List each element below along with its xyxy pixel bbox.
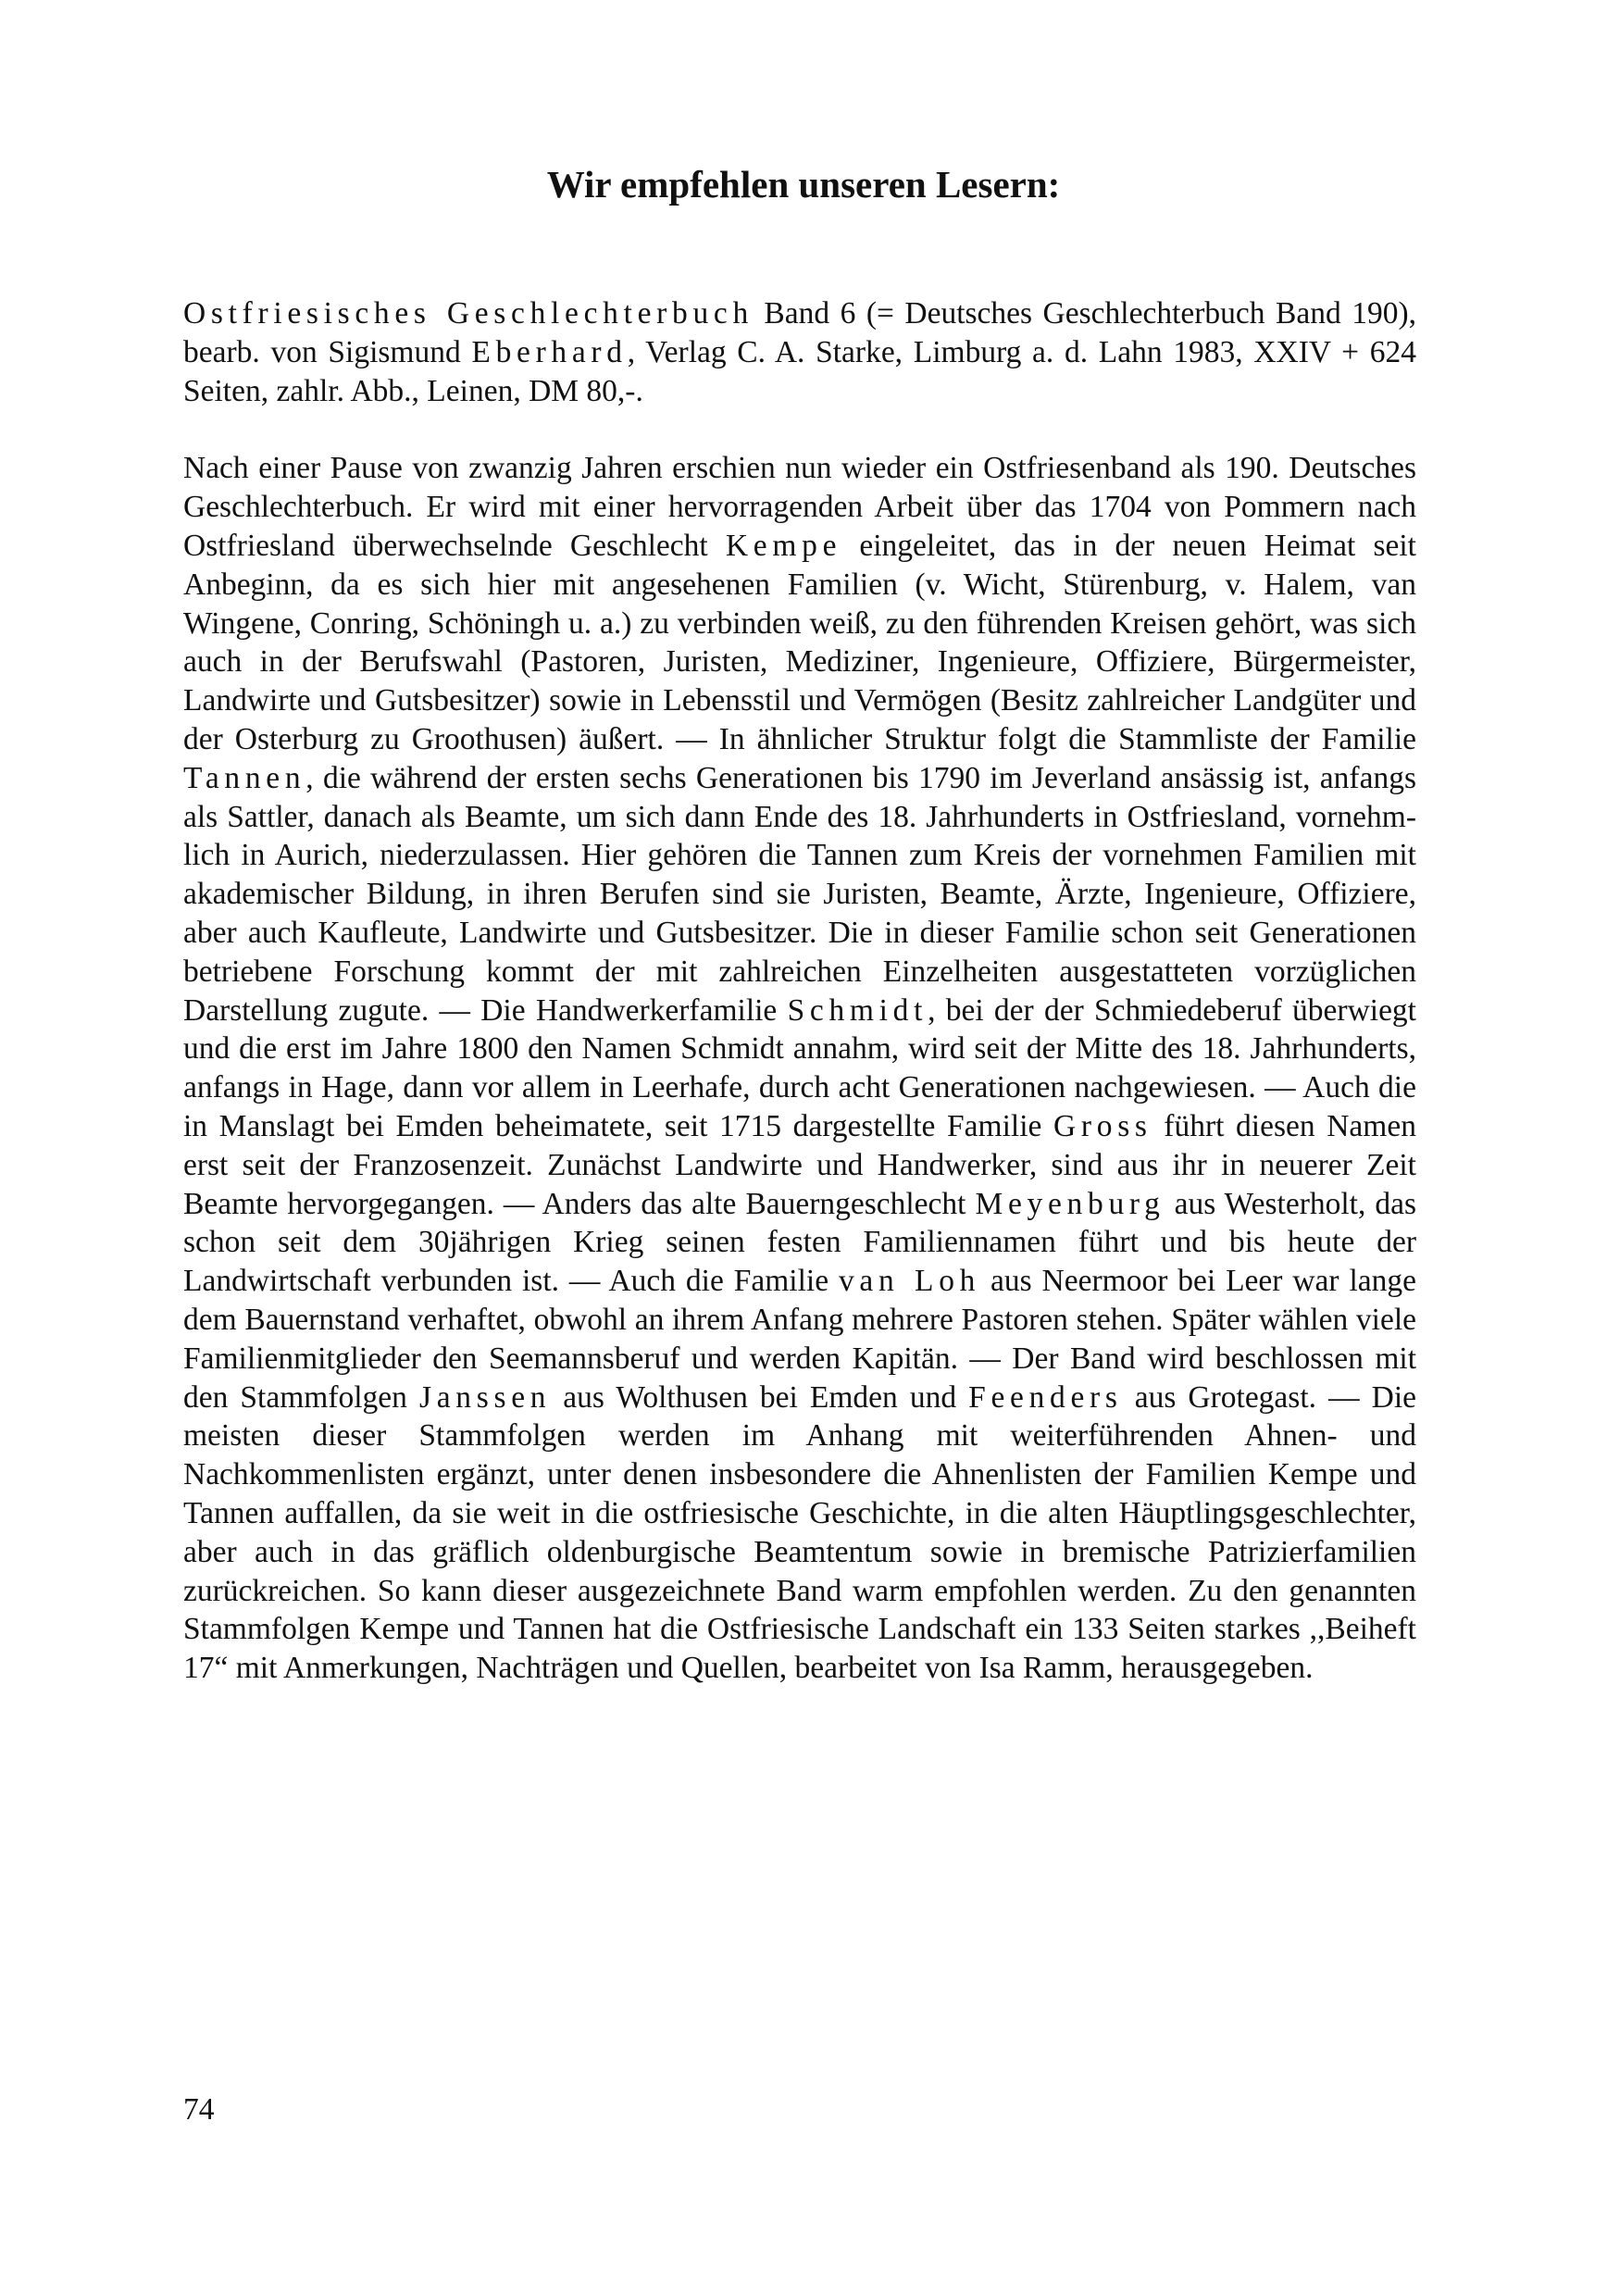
- family-name-feenders: Feenders: [968, 1379, 1123, 1415]
- review-text: führt diesen Namen erst seit der Franzosenzeit. Zunächst Landwirte und Handwerker, sind aus ihr in neuerer Zeit Beamte hervorgegangen. — Anders das alte Bauerngeschlecht: [183, 1108, 1416, 1221]
- review-text: eingeleitet, das in der neuen Heimat seit Anbeginn, da es sich hier mit angesehenen Familien (v. Wicht, Stürenburg, v. Halem, van Wingene, Conring, Schöningh u. a.) zu verbinden weiß, zu den führenden Kreisen gehört, was sich auch in der Berufswahl (Pastoren, Juristen, Mediziner, Ingenieure, Offiziere, Bürgermeister, Landwirte und Gutsbesitzer) sowie in Lebensstil und Vermögen (Besitz zahlreicher Landgüter und der Osterburg zu Groothusen) äußert. — In ähnlicher Struktur folgt die Stammliste der Familie: [183, 528, 1416, 756]
- family-name-tannen: Tannen: [183, 760, 306, 795]
- citation-text: , Verlag C. A. Starke, Limburg a. d. Lahn 1983, XXIV + 624 Seiten, zahlr. Abb., Leinen, DM 80,-.: [183, 334, 1416, 408]
- review-text: , bei der der Schmiedeberuf überwiegt und die erst im Jahre 1800 den Namen Schmidt annahm, wird seit der Mitte des 18. Jahrhunderts, anfangs in Hage, dann vor allem in Leerhafe, durch acht Generationen nachgewiesen. — Auch die in Manslagt bei Emden beheimatete, seit 1715 dargestellte Familie: [183, 992, 1416, 1143]
- book-title: Ostfriesisches Geschlechterbuch: [183, 296, 754, 331]
- review-text: aus Neermoor bei Leer war lange dem Bauernstand verhaftet, obwohl an ihrem Anfang mehrere Pastoren stehen. Später wählen viele Familienmitglieder den Seemannsberuf und werden Kapitän. — Der Band wird beschlossen mit den Stammfolgen: [183, 1264, 1416, 1415]
- review-text: Nach einer Pause von zwanzig Jahren erschien nun wieder ein Ostfriesenband als 190. Deutsches Geschlechterbuch. Er wird mit einer hervorragenden Arbeit über das 1704 von Pommern nach Ostfriesland überwechselnde Geschlecht: [183, 451, 1416, 563]
- citation-text: Band 6 (= Deutsches Geschlechterbuch Band 190), bearb. von Sigismund: [183, 296, 1416, 369]
- family-name-schmidt: Schmidt: [787, 992, 928, 1028]
- review-text: aus Westerholt, das schon seit dem 30jährigen Krieg seinen festen Familiennamen führt und bis heute der Landwirtschaft verbunden ist. — Auch die Familie: [183, 1186, 1417, 1299]
- review-text: aus Wolthusen bei Emden und: [551, 1379, 969, 1415]
- family-name-janssen: Janssen: [419, 1379, 552, 1415]
- article-body: [183, 294, 1416, 1688]
- review-text: , die während der ersten sechs Generationen bis 1790 im Jeverland ansässig ist, anfangs als Sattler, danach als Beamte, um sich dann Ende des 18. Jahrhunderts in Ostfriesland, vornehmlich in Aurich, niederzulassen. Hier gehören die Tannen zum Kreis der vornehmen Familien mit akademischer Bildung, in ihren Berufen sind sie Juristen, Beamte, Ärzte, Ingenieure, Offiziere, aber auch Kaufleute, Landwirte und Gutsbesitzer. Die in dieser Familie schon seit Generationen betriebene Forschung kommt der mit zahlreichen Einzelheiten ausgestatteten vorzüglichen Darstellung zugute. — Die Handwerkerfamilie: [183, 760, 1416, 1028]
- page-title: Wir empfehlen unseren Lesern:: [546, 163, 1061, 206]
- review-paragraph: [183, 449, 1416, 1688]
- review-text: aus Grotegast. — Die meisten dieser Stammfolgen werden im Anhang mit weiterführenden Ahnen- und Nachkommenlisten ergänzt, unter denen insbesondere die Ahnenlisten der Familien Kempe und Tannen auffallen, da sie weit in die ostfriesische Geschichte, in die alten Häuptlingsgeschlechter, aber auch in das gräflich oldenburgische Beamtentum sowie in bremische Patrizierfamilien zurückreichen. So kann dieser ausgezeichnete Band warm empfohlen werden. Zu den genannten Stammfolgen Kempe und Tannen hat die Ostfriesische Landschaft ein 133 Seiten starkes ,,Beiheft 17“ mit Anmerkungen, Nachträgen und Quellen, bearbeitet von Isa Ramm, herausgegeben.: [183, 1379, 1417, 1686]
- editor-name: Eberhard: [471, 334, 628, 369]
- family-name-gross: Gross: [1053, 1108, 1152, 1143]
- family-name-van-loh: van Loh: [838, 1264, 981, 1299]
- family-name-meyenburg: Meyenburg: [975, 1186, 1165, 1221]
- book-citation: [183, 294, 1416, 410]
- family-name-kempe: Kempe: [725, 528, 842, 563]
- page-number: 74: [183, 2092, 215, 2127]
